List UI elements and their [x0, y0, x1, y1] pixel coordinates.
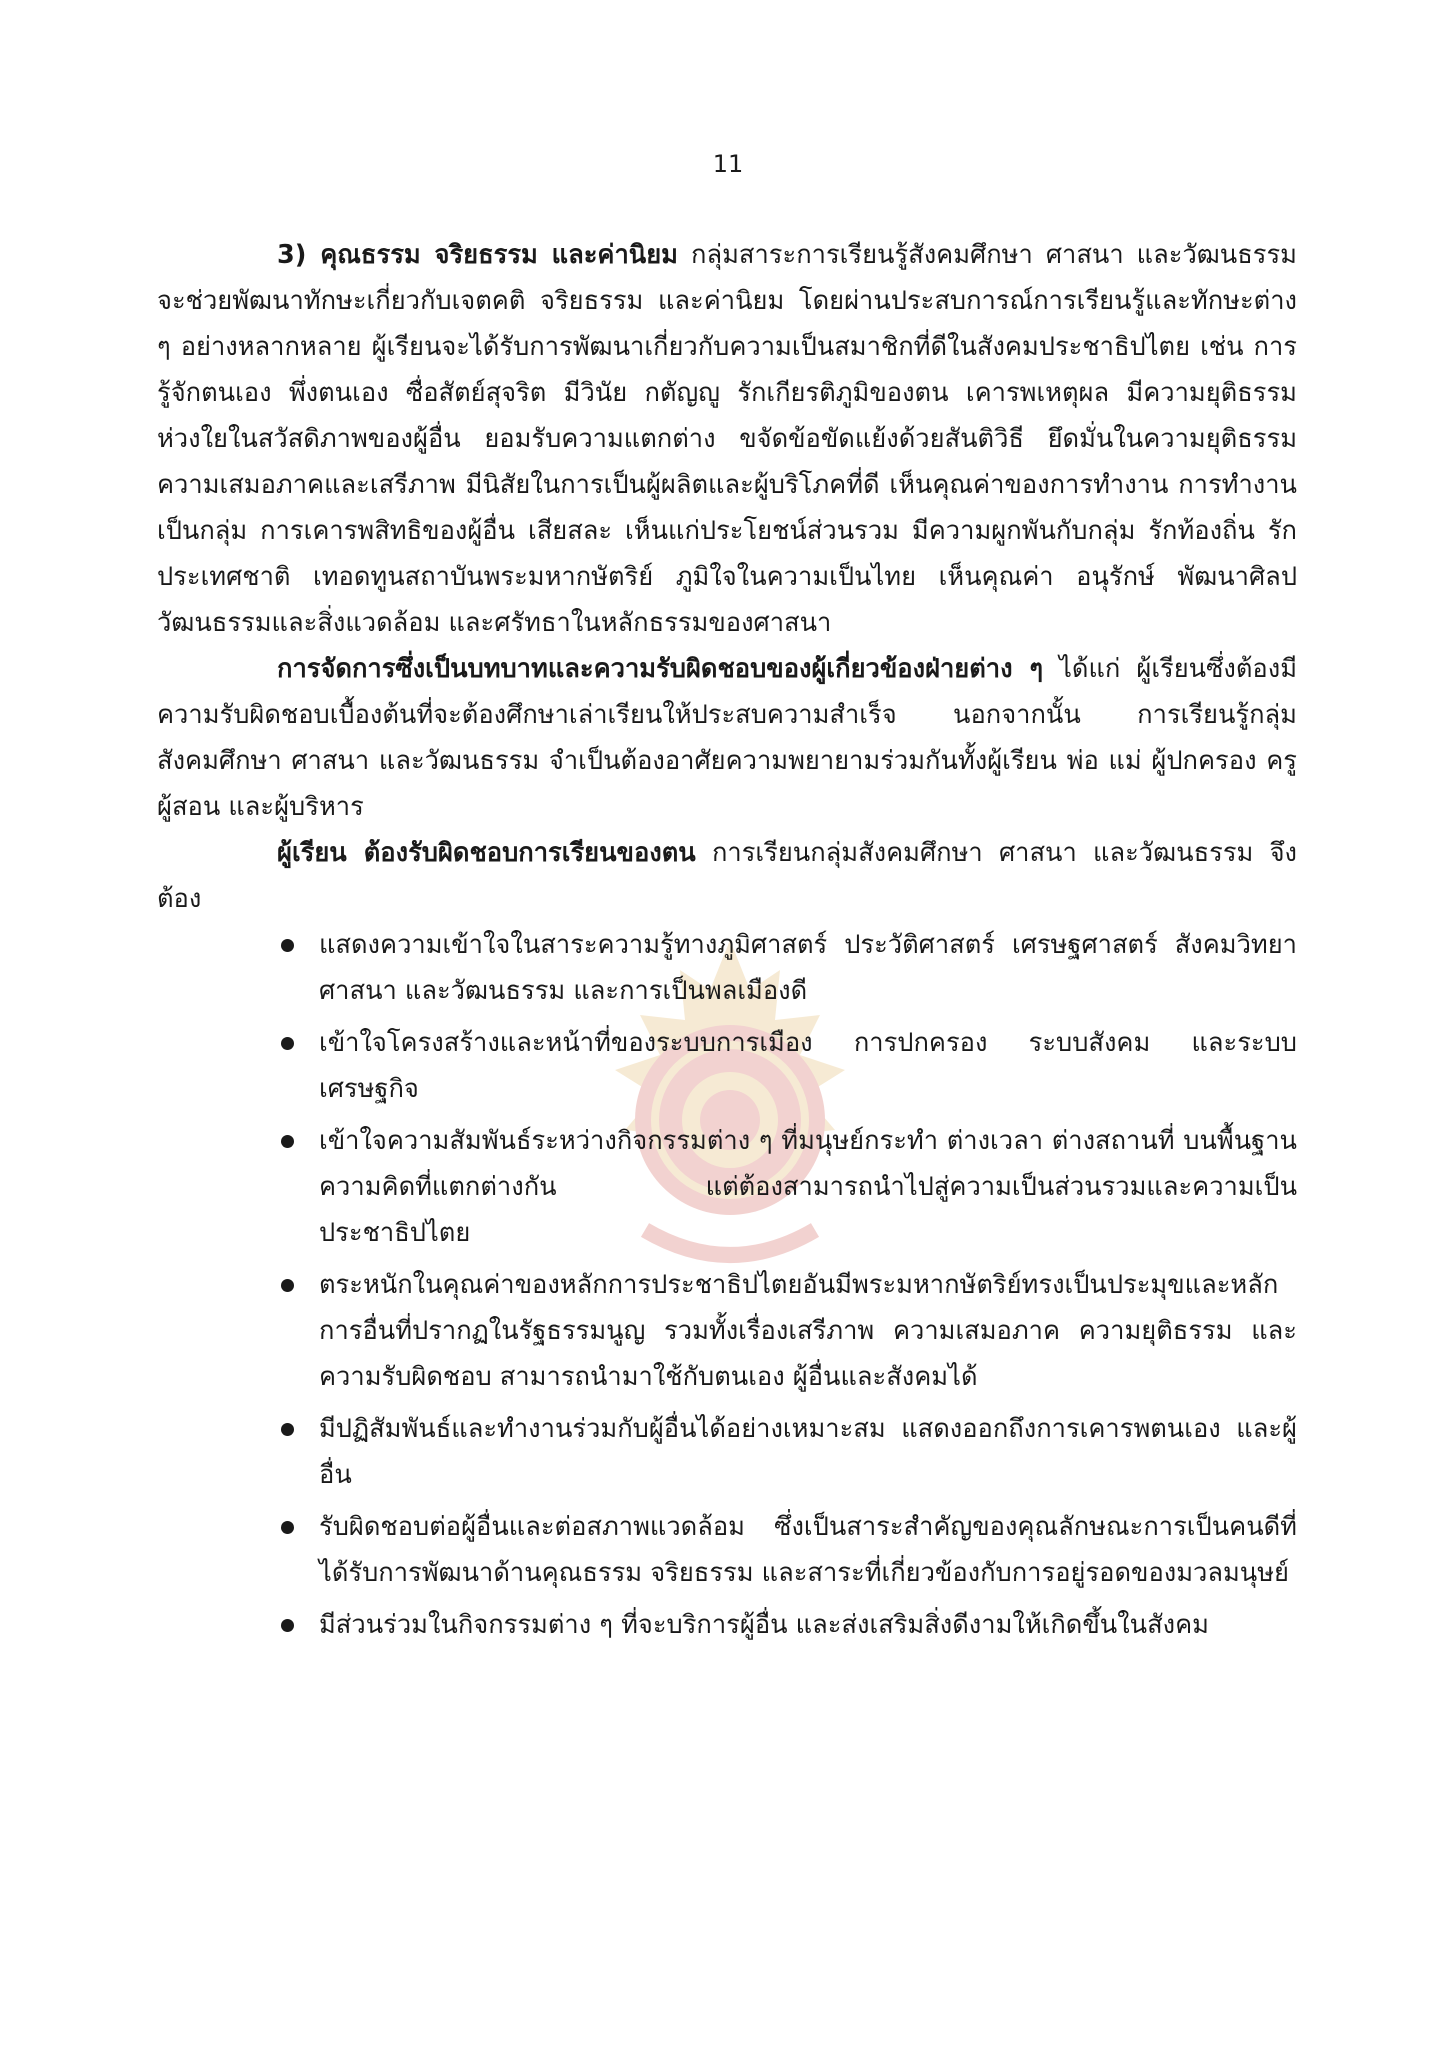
list-item [281, 1602, 1297, 1648]
bullet-icon [281, 1037, 294, 1050]
paragraph-roles-text: ได้แก่ ผู้เรียนซึ่งต้องมีความรับผิดชอบเบื้องต้นที่จะต้องศึกษาเล่าเรียนให้ประสบความสำเร็จ นอกจากนั้น การเรียนรู้กลุ่มสังคมศึกษา ศาสนา และวัฒนธรรม จำเป็นต้องอาศัยความพยายามร่วมกันทั้งผู้เรียน พ่อ แม่ ผู้ปกครอง ครูผู้สอน และผู้บริหาร [157, 654, 1297, 822]
list-item-text: มีปฏิสัมพันธ์และทำงานร่วมกับผู้อื่นได้อย่างเหมาะสม แสดงออกถึงการเคารพตนเอง และผู้อื่น [319, 1414, 1297, 1490]
paragraph-values-text: กลุ่มสาระการเรียนรู้สังคมศึกษา ศาสนา และวัฒนธรรม จะช่วยพัฒนาทักษะเกี่ยวกับเจตคติ จริยธรรม และค่านิยม โดยผ่านประสบการณ์การเรียนรู้และทักษะต่าง ๆ อย่างหลากหลาย ผู้เรียนจะได้รับการพัฒนาเกี่ยวกับความเป็นสมาชิกที่ดีในสังคมประชาธิปไตย เช่น การรู้จักตนเอง พึ่งตนเอง ซื่อสัตย์สุจริต มีวินัย กตัญญู รักเกียรติภูมิของตน เคารพเหตุผล มีความยุติธรรม ห่วงใยในสวัสดิภาพของผู้อื่น ยอมรับความแตกต่าง ขจัดข้อขัดแย้งด้วยสันติวิธี ยึดมั่นในความยุติธรรม ความเสมอภาคและเสรีภาพ มีนิสัยในการเป็นผู้ผลิตและผู้บริโภคที่ดี เห็นคุณค่าของการทำงาน การทำงานเป็นกลุ่ม การเคารพสิทธิของผู้อื่น เสียสละ เห็นแก่ประโยชน์ส่วนรวม มีความผูกพันกับกลุ่ม รักท้องถิ่น รักประเทศชาติ เทอดทูนสถาบันพระมหากษัตริย์ ภูมิใจในความเป็นไทย เห็นคุณค่า อนุรักษ์ พัฒนาศิลปวัฒนธรรมและสิ่งแวดล้อม และศรัทธาในหลักธรรมของศาสนา [157, 240, 1297, 638]
bullet-icon [281, 1521, 294, 1534]
heading-values: 3) คุณธรรม จริยธรรม และค่านิยม [277, 240, 678, 270]
list-item [281, 1504, 1297, 1596]
bullet-icon [281, 1619, 294, 1632]
list-item-text: แสดงความเข้าใจในสาระความรู้ทางภูมิศาสตร์ ประวัติศาสตร์ เศรษฐศาสตร์ สังคมวิทยา ศาสนา และวัฒนธรรม และการเป็นพลเมืองดี [319, 930, 1297, 1006]
list-item-text: ตระหนักในคุณค่าของหลักการประชาธิปไตยอันมีพระมหากษัตริย์ทรงเป็นประมุขและหลักการอื่นที่ปรากฏในรัฐธรรมนูญ รวมทั้งเรื่องเสรีภาพ ความเสมอภาค ความยุติธรรม และความรับผิดชอบ สามารถนำมาใช้กับตนเอง ผู้อื่นและสังคมได้ [319, 1270, 1297, 1392]
list-item [281, 1262, 1297, 1400]
paragraph-learner [157, 830, 1297, 922]
bullet-icon [281, 939, 294, 952]
page-number: 11 [712, 150, 744, 178]
list-item-text: มีส่วนร่วมในกิจกรรมต่าง ๆ ที่จะบริการผู้อื่น และส่งเสริมสิ่งดีงามให้เกิดขึ้นในสังคม [319, 1610, 1209, 1640]
paragraph-learner-text: การเรียนกลุ่มสังคมศึกษา ศาสนา และวัฒนธรรม จึงต้อง [157, 838, 1297, 914]
list-item-text: เข้าใจความสัมพันธ์ระหว่างกิจกรรมต่าง ๆ ที่มนุษย์กระทำ ต่างเวลา ต่างสถานที่ บนพื้นฐานความคิดที่แตกต่างกัน แต่ต้องสามารถนำไปสู่ความเป็นส่วนรวมและความเป็นประชาธิปไตย [319, 1126, 1297, 1248]
bullet-icon [281, 1423, 294, 1436]
paragraph-values [157, 232, 1297, 646]
heading-learner: ผู้เรียน ต้องรับผิดชอบการเรียนของตน [277, 838, 696, 868]
learner-responsibilities-list [157, 922, 1297, 1648]
list-item [281, 1406, 1297, 1498]
list-item [281, 1118, 1297, 1256]
list-item-text: รับผิดชอบต่อผู้อื่นและต่อสภาพแวดล้อม ซึ่งเป็นสาระสำคัญของคุณลักษณะการเป็นคนดีที่ได้รับการพัฒนาด้านคุณธรรม จริยธรรม และสาระที่เกี่ยวข้องกับการอยู่รอดของมวลมนุษย์ [319, 1512, 1297, 1588]
main-content [157, 232, 1297, 1654]
heading-roles: การจัดการซึ่งเป็นบทบาทและความรับผิดชอบของผู้เกี่ยวข้องฝ่ายต่าง ๆ [277, 654, 1044, 684]
list-item [281, 922, 1297, 1014]
bullet-icon [281, 1279, 294, 1292]
bullet-icon [281, 1135, 294, 1148]
list-item-text: เข้าใจโครงสร้างและหน้าที่ของระบบการเมือง การปกครอง ระบบสังคม และระบบเศรษฐกิจ [319, 1028, 1297, 1104]
list-item [281, 1020, 1297, 1112]
paragraph-roles [157, 646, 1297, 830]
